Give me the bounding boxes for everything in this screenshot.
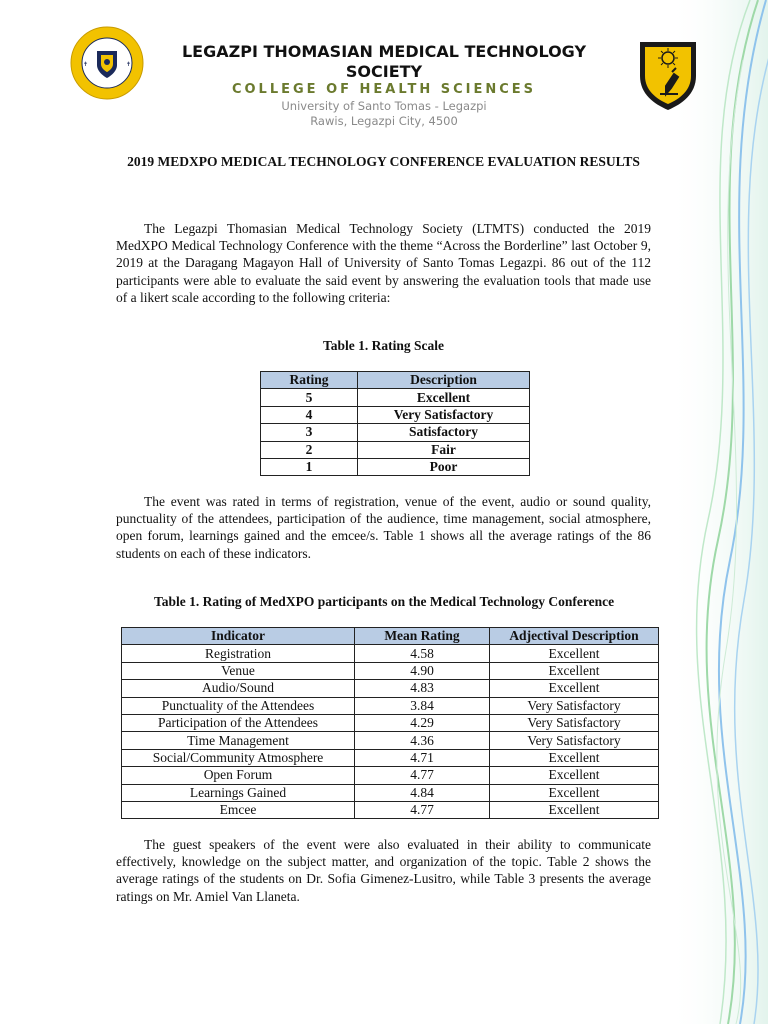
table-row [122,784,659,801]
table-cell: Excellent [490,662,659,679]
table-row [261,406,530,423]
intro-paragraph: The Legazpi Thomasian Medical Technology Society (LTMTS) conducted the 2019 MedXPO Medical Technology Conference with the theme “Across the Borderline” last October 9, 2019 at the Daragang Magayon Hall of University of Santo Tomas Legazpi. 86 out of the 112 participants were able to evaluate the said event by answering the evaluation tools that made use of a likert scale according to the following criteria: [116,221,651,305]
table-cell: Excellent [358,389,530,406]
table-cell: Audio/Sound [122,680,355,697]
table-cell: 4.36 [355,732,490,749]
table-cell: 4.77 [355,767,490,784]
table-cell: Punctuality of the Attendees [122,697,355,714]
table-cell: 4.77 [355,801,490,818]
table-cell: 4 [261,406,358,423]
university-name: University of Santo Tomas - Legazpi [281,99,487,113]
table-cell: Very Satisfactory [490,714,659,731]
table-row [122,767,659,784]
table-cell: Participation of the Attendees [122,714,355,731]
table-cell: Excellent [490,767,659,784]
document-title: 2019 MEDXPO MEDICAL TECHNOLOGY CONFERENCE EVALUATION RESULTS [127,154,640,169]
table-cell: Registration [122,645,355,662]
college-name: COLLEGE OF HEALTH SCIENCES [231,82,537,97]
table-cell: Venue [122,662,355,679]
table-row [122,680,659,697]
table1-caption: Table 1. Rating Scale [322,338,444,353]
table-row [261,458,530,475]
table-cell: Learnings Gained [122,784,355,801]
indicators-paragraph: The event was rated in terms of registration, venue of the event, audio or sound quality, punctuality of the attendees, participation of the audience, time management, social atmosphere, open forum, learnings gained and the emcee/s. Table 1 shows all the average ratings of the 86 students on each of these indicators. [116,494,651,561]
svg-text:✝: ✝ [126,61,132,68]
table-cell: 1 [261,458,358,475]
table-row [261,389,530,406]
table-row [122,801,659,818]
table-header-row [261,372,530,389]
evaluation-results-table [121,627,659,819]
table-cell: Time Management [122,732,355,749]
table-cell: Fair [358,441,530,458]
table-cell: Very Satisfactory [358,406,530,423]
speakers-paragraph: The guest speakers of the event were also evaluated in their ability to communicate effectively, knowledge on the subject matter, and organization of the topic. Table 2 shows the average ratings of the students on Dr. Sofia Gimenez-Lusitro, while Table 3 presents the average ratings on Mr. Amiel Van Llaneta. [116,837,651,904]
table-row [122,749,659,766]
ust-legazpi-seal-logo [70,26,144,100]
table2-caption: Table 1. Rating of MedXPO participants on the Medical Technology Conference [153,594,615,609]
table-row [261,441,530,458]
table-cell: 4.29 [355,714,490,731]
table-cell: 2 [261,441,358,458]
table-cell: 3 [261,424,358,441]
table-row [122,662,659,679]
table-row [261,424,530,441]
table-cell: Excellent [490,645,659,662]
table-cell: 4.84 [355,784,490,801]
table-cell: Very Satisfactory [490,697,659,714]
table-cell: 5 [261,389,358,406]
svg-text:✝: ✝ [83,61,89,68]
ltmts-shield-logo [636,38,700,112]
table-row [122,697,659,714]
table-cell: Very Satisfactory [490,732,659,749]
table-cell: 4.71 [355,749,490,766]
table-cell: Social/Community Atmosphere [122,749,355,766]
table-row [122,732,659,749]
table-cell: 3.84 [355,697,490,714]
table-cell: Satisfactory [358,424,530,441]
table-cell: Excellent [490,749,659,766]
table-cell: Emcee [122,801,355,818]
column-header: Description [358,372,530,389]
column-header: Indicator [122,628,355,645]
table-header-row [122,628,659,645]
table-cell: 4.90 [355,662,490,679]
table-cell: Excellent [490,784,659,801]
table-cell: Open Forum [122,767,355,784]
rating-scale-table [260,371,530,476]
table-cell: Poor [358,458,530,475]
table-row [122,714,659,731]
address: Rawis, Legazpi City, 4500 [310,114,458,128]
organization-name: LEGAZPI THOMASIAN MEDICAL TECHNOLOGY SOCIETY [181,42,587,81]
table-cell: Excellent [490,680,659,697]
table-row [122,645,659,662]
table-cell: 4.58 [355,645,490,662]
column-header: Rating [261,372,358,389]
column-header: Mean Rating [355,628,490,645]
column-header: Adjectival Description [490,628,659,645]
table-cell: Excellent [490,801,659,818]
table-cell: 4.83 [355,680,490,697]
